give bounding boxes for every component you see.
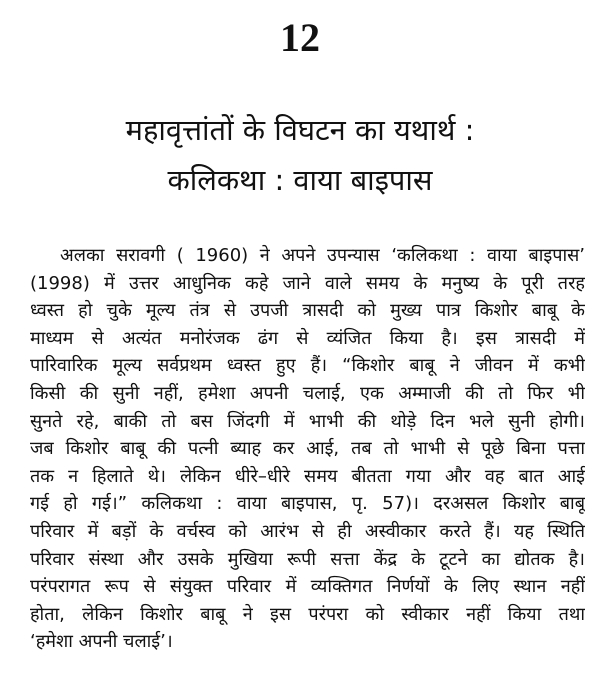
paragraph-line: परिवार संस्था और उसके मुखिया रूपी सत्ता केंद्र के टूटने का द्योतक है। (30, 548, 585, 570)
chapter-title-line-1: महावृत्तांतों के विघटन का यथार्थ : (125, 113, 475, 147)
paragraph-line: गई हो गई।” कलिकथा : वाया बाइपास, पृ. 57)। दरअसल किशोर बाबू (30, 493, 585, 515)
paragraph-line: किसी की सुनी नहीं, हमेशा अपनी चलाई, एक अम्माजी की तो फिर भी (30, 382, 585, 404)
paragraph-line: ‘हमेशा अपनी चलाई’। (30, 631, 173, 653)
paragraph-line: (1998) में उत्तर आधुनिक कहे जाने वाले समय के मनुष्य के पूरी तरह (30, 272, 585, 294)
paragraph-line: परंपरागत रूप से संयुक्त परिवार में व्यक्तिगत निर्णयों के लिए स्थान नहीं (30, 576, 585, 598)
paragraph-line: माध्यम से अत्यंत मनोरंजक ढंग से व्यंजित किया है। इस त्रासदी में (30, 327, 585, 349)
paragraph-line: होता, लेकिन किशोर बाबू ने इस परंपरा को स्वीकार नहीं किया तथा (30, 603, 585, 625)
chapter-title-line-2: कलिकथा : वाया बाइपास (167, 163, 433, 197)
paragraph-line: पारिवारिक मूल्य सर्वप्रथम ध्वस्त हुए हैं। “किशोर बाबू ने जीवन में कभी (30, 355, 585, 377)
body-paragraph (30, 242, 585, 656)
paragraph-line: परिवार में बड़ों के वर्चस्व को आरंभ से ही अस्वीकार करते हैं। यह स्थिति (30, 520, 585, 542)
paragraph-line: अलका सरावगी ( 1960) ने अपने उपन्यास ‘कलिकथा : वाया बाइपास’ (60, 245, 585, 266)
paragraph-line: तक न हिलाते थे। लेकिन धीरे–धीरे समय बीतता गया और वह बात आई (30, 465, 585, 487)
paragraph-line: सुनते रहे, बाकी तो बस जिंदगी में भाभी की थोड़े दिन भले सुनी होगी। (30, 410, 585, 432)
chapter-number: 12 (280, 15, 320, 60)
paragraph-line: जब किशोर बाबू की पत्नी ब्याह कर आई, तब तो भाभी से पूछे बिना पत्ता (30, 438, 585, 460)
paragraph-line: ध्वस्त हो चुके मूल्य तंत्र से उपजी त्रासदी को मुख्य पात्र किशोर बाबू के (30, 300, 585, 322)
